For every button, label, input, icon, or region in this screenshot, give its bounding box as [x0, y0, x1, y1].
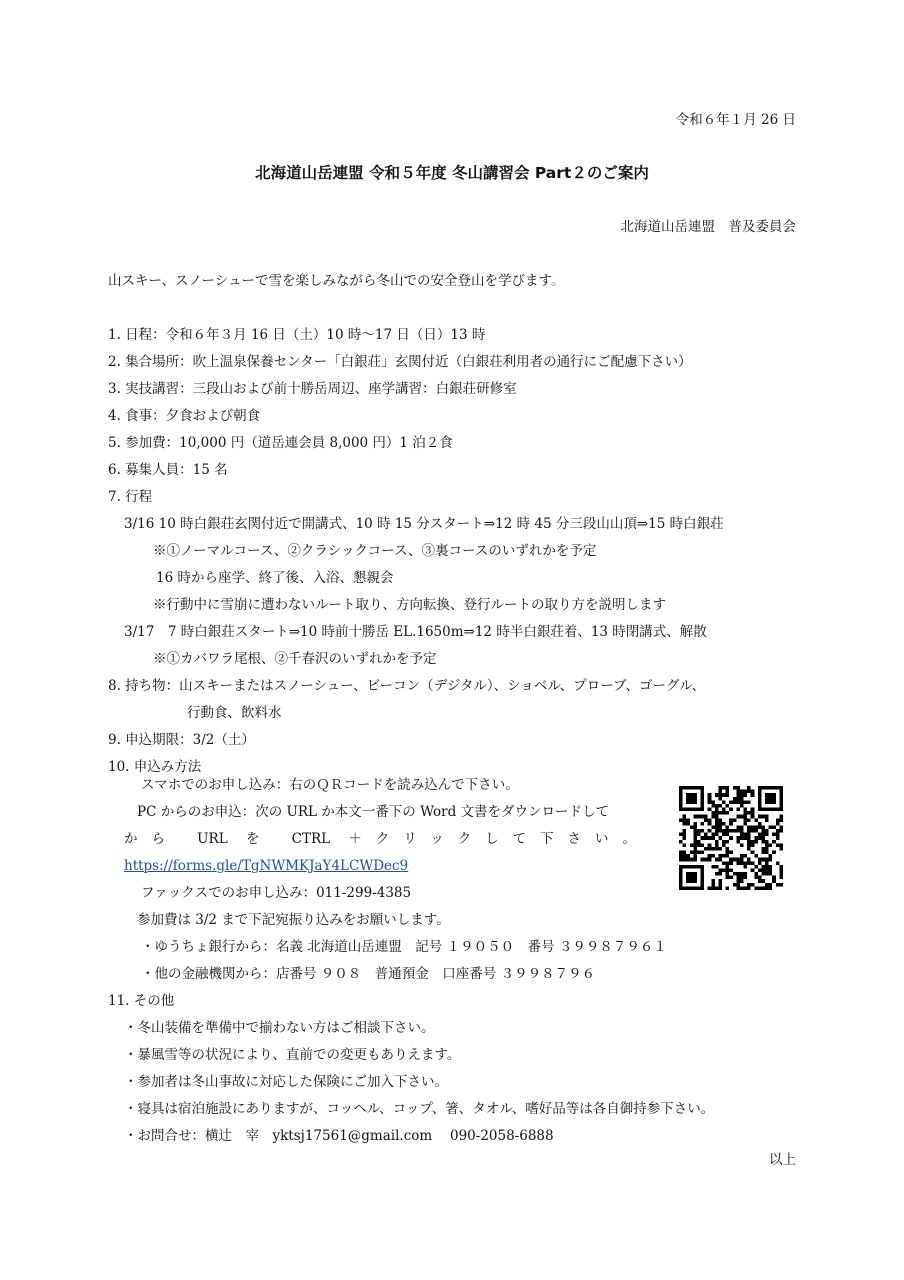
item-itinerary-heading: 7. 行程	[108, 489, 153, 505]
qr-code-icon[interactable]	[679, 786, 783, 890]
bank-yucho: ・ゆうちょ銀行から：名義 北海道山岳連盟 記号 １９０５０ 番号 ３９９８７９６１	[141, 939, 667, 955]
itinerary-day2-note: ※①カバワラ尾根、②千春沢のいずれかを予定	[153, 651, 437, 667]
apply-smartphone: スマホでのお申し込み：右のＱＲコードを読み込んで下さい。	[141, 777, 519, 793]
intro-paragraph	[108, 272, 564, 290]
itinerary-day1-note1: ※①ノーマルコース、②クラシックコース、③裏コースのいずれかを予定	[153, 543, 597, 559]
item-gear-line1: 8. 持ち物：山スキーまたはスノーシュー、ビーコン（デジタル）、ショベル、プローブ、ゴーグル、	[108, 678, 705, 694]
itinerary-day2: 3/17 7 時白銀荘スタート⇒10 時前十勝岳 EL.1650m⇒12 時半白銀荘着、13 時閉講式、解散	[124, 624, 707, 640]
itinerary-day1-note3: ※行動中に雪崩に遭わないルート取り、方向転換、登行ルートの取り方を説明します	[153, 597, 666, 613]
other-note-2: ・暴風雪等の状況により、直前での変更もありえます。	[124, 1047, 461, 1063]
item-gear-line2: 行動食、飲料水	[187, 705, 282, 721]
other-note-4: ・寝具は宿泊施設にありますが、コッヘル、コップ、箸、タオル、嗜好品等は各自御持参下さい。	[124, 1101, 715, 1117]
intro-text: 山スキー、スノーシューで雪を楽しみながら冬山での安全登山を学びます	[108, 273, 551, 289]
document-date: 令和６年１月 26 日	[675, 112, 796, 128]
itinerary-day1: 3/16 10 時白銀荘玄関付近で開講式、10 時 15 分スタート⇒12 時 45 分三段山山頂⇒15 時白銀荘	[124, 516, 724, 532]
itinerary-day1-note2: 16 時から座学、終了後、入浴、懇親会	[156, 570, 394, 586]
application-form-link[interactable]: https://forms.gle/TgNWMKJaY4LCWDec9	[124, 858, 409, 874]
apply-fax: ファックスでのお申し込み：011-299-4385	[141, 885, 412, 901]
item-capacity: 6. 募集人員：15 名	[108, 462, 228, 478]
payment-instruction: 参加費は 3/2 まで下記宛振り込みをお願いします。	[137, 912, 450, 928]
item-fee: 5. 参加費：10,000 円（道岳連会員 8,000 円）1 泊２食	[108, 435, 453, 451]
contact-info: ・お問合せ：横辻 宰 yktsj17561@gmail.com 090-2058-6888	[124, 1128, 554, 1144]
item-apply-heading: 10. 申込み方法	[108, 759, 202, 775]
document-title: 北海道山岳連盟 令和５年度 冬山講習会 Part２のご案内	[255, 164, 649, 182]
organization-name: 北海道山岳連盟 普及委員会	[620, 219, 796, 235]
item-deadline: 9. 申込期限：3/2（土）	[108, 732, 255, 748]
item-other-heading: 11. その他	[108, 993, 175, 1009]
item-meeting-place: 2. 集合場所：吹上温泉保養センター「白銀荘」玄関付近（白銀荘利用者の通行にご配慮下さい）	[108, 354, 692, 370]
apply-pc-line2: から URL を CTRL ＋クリックして下さい。	[124, 831, 636, 847]
item-schedule: 1. 日程：令和６年３月 16 日（土）10 時～17 日（日）13 時	[108, 327, 486, 343]
apply-pc-line1: PC からのお申込：次の URL か本文一番下の Word 文書をダウンロードして	[137, 804, 610, 820]
other-note-1: ・冬山装備を準備中で揃わない方はご相談下さい。	[124, 1020, 435, 1036]
other-note-3: ・参加者は冬山事故に対応した保険にご加入下さい。	[124, 1074, 448, 1090]
intro-period: 。	[550, 273, 565, 289]
bank-other: ・他の金融機関から：店番号 ９０８ 普通預金 口座番号 ３９９８７９６	[141, 966, 596, 982]
closing-word: 以上	[769, 1152, 796, 1168]
item-venue: 3. 実技講習：三段山および前十勝岳周辺、座学講習：白銀荘研修室	[108, 381, 517, 397]
item-meals: 4. 食事：夕食および朝食	[108, 408, 261, 424]
